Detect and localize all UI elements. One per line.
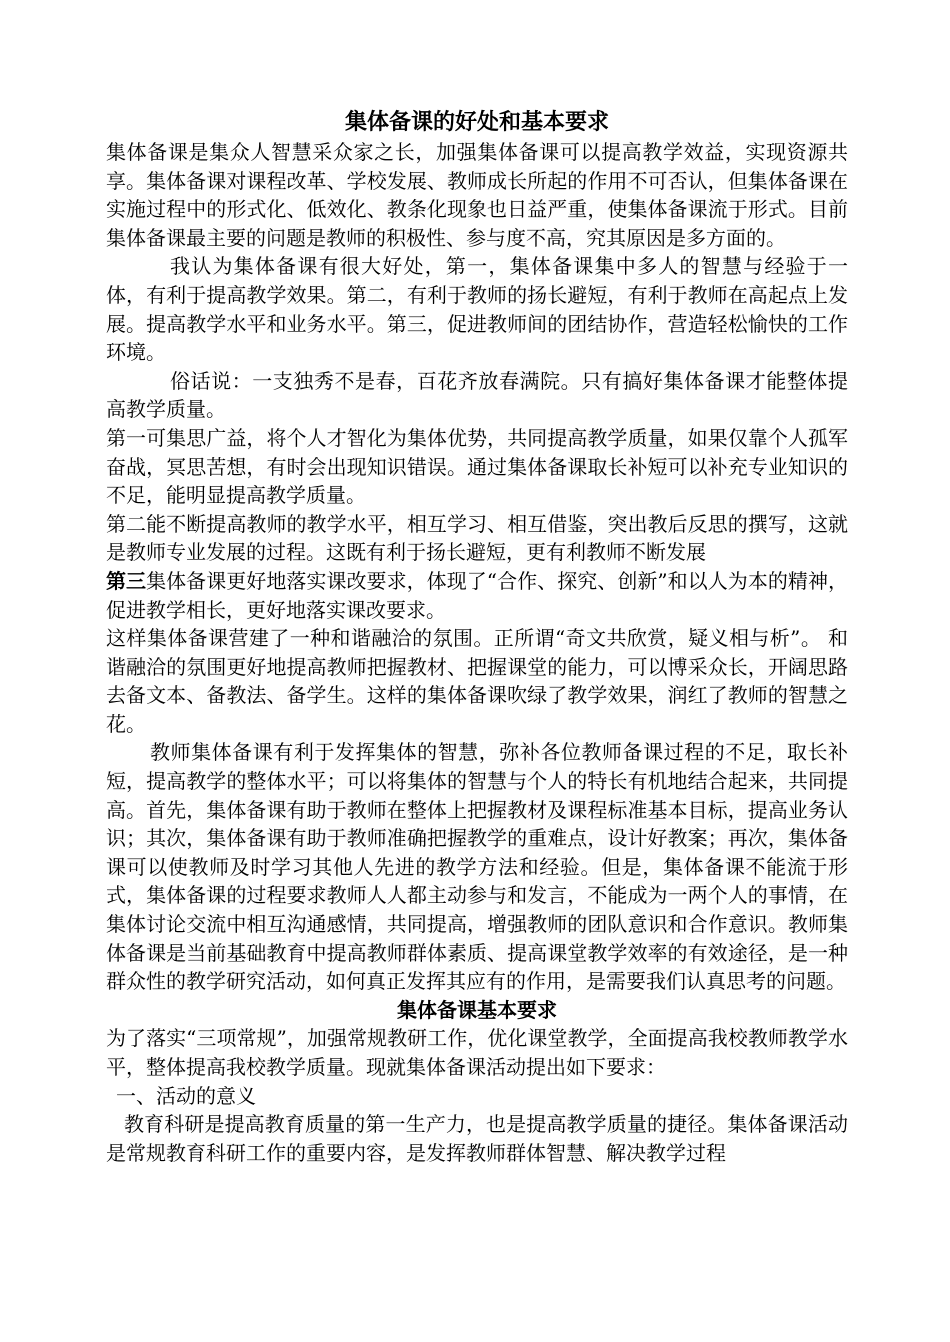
paragraph-point-three <box>106 567 848 624</box>
section-subtitle: 集体备课基本要求 <box>397 997 557 1022</box>
document-title: 集体备课的好处和基本要求 <box>344 110 609 135</box>
document-body <box>106 108 848 1167</box>
paragraph-requirements-intro: 为了落实“三项常规”，加强常规教研工作，优化课堂教学，全面提高我校教师教学水平，整体提高我校教学质量。现就集体备课活动提出如下要求： <box>106 1026 848 1079</box>
paragraph-point-two: 第二能不断提高教师的教学水平，相互学习、相互借鉴，突出教后反思的撰写，这就是教师专业发展的过程。这既有利于扬长避短，更有利教师不断发展 <box>106 511 848 565</box>
paragraph-summary: 教师集体备课有利于发挥集体的智慧，弥补各位教师备课过程的不足，取长补短，提高教学的整体水平；可以将集体的智慧与个人的特长有机地结合起来，共同提高。首先，集体备课有助于教师在整体上把握教材及课程标准基本目标，提高业务认识；其次，集体备课有助于教师准确把握教学的重难点，设计好教案；再次，集体备课可以使教师及时学习其他人先进的教学方法和经验。但是，集体备课不能流于形式，集体备课的过程要求教师人人都主动参与和发言，不能成为一两个人的事情，在集体讨论交流中相互沟通感情，共同提高，增强教师的团队意识和合作意识。教师集体备课是当前基础教育中提高教师群体素质、提高课堂教学效率的有效途径，是一种群众性的教学研究活动，如何真正发挥其应有的作用，是需要我们认真思考的问题。 <box>106 740 848 994</box>
paragraph-point-one: 第一可集思广益，将个人才智化为集体优势，共同提高教学质量，如果仅靠个人孤军奋战，冥思苦想，有时会出现知识错误。通过集体备课取长补短可以补充专业知识的不足，能明显提高教学质量。 <box>106 425 848 508</box>
paragraph-meaning: 教育科研是提高教育质量的第一生产力，也是提高教学质量的捷径。集体备课活动是常规教育科研工作的重要内容，是发挥教师群体智慧、解决教学过程 <box>106 1112 848 1165</box>
point-three-lead: 第三 <box>106 568 147 593</box>
point-three-text: 集体备课更好地落实课改要求，体现了“合作、探究、创新”和以人为本的精神，促进教学相长，更好地落实课改要求。 <box>106 568 849 622</box>
paragraph-intro: 集体备课是集众人智慧采众家之长，加强集体备课可以提高教学效益，实现资源共享。集体备课对课程改革、学校发展、教师成长所起的作用不可否认，但集体备课在实施过程中的形式化、低效化、教条化现象也日益严重，使集体备课流于形式。目前集体备课最主要的问题是教师的积极性、参与度不高，究其原因是多方面的。 <box>106 140 848 250</box>
paragraph-benefits: 我认为集体备课有很大好处，第一，集体备课集中多人的智慧与经验于一体，有利于提高教学效果。第二，有利于教师的扬长避短，有利于教师在高起点上发展。提高教学水平和业务水平。第三，促进教师间的团结协作，营造轻松愉快的工作环境。 <box>106 254 848 365</box>
paragraph-harmony: 这样集体备课营建了一种和谐融洽的氛围。正所谓“奇文共欣赏，疑义相与析”。 和谐融洽的氛围更好地提高教师把握教材、把握课堂的能力，可以博采众长，开阔思路去备文本、备教法、备学生。这样的集体备课吹绿了教学效果，润红了教师的智慧之花。 <box>106 626 848 736</box>
section-heading-meaning: 一、活动的意义 <box>116 1083 256 1108</box>
paragraph-proverb: 俗话说：一支独秀不是春，百花齐放春满院。只有搞好集体备课才能整体提高教学质量。 <box>106 368 848 422</box>
